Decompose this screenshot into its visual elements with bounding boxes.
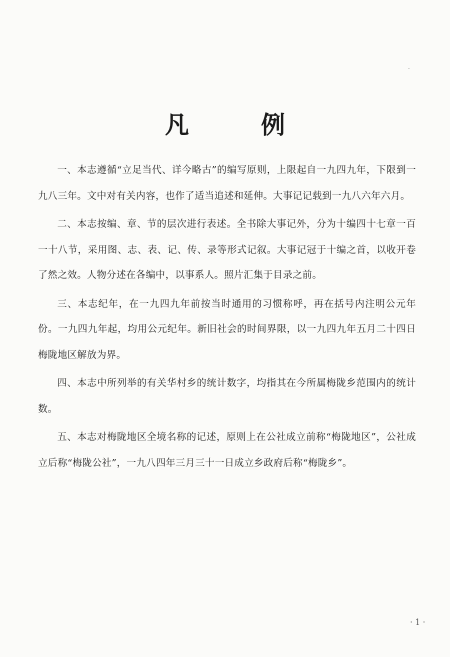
paragraph-3: 三、本志纪年，在一九四九年前按当时通用的习惯称呼，再在括号内注明公元年份。一九四九年起，均用公元纪年。新旧社会的时间界限，以一九四九年五月二十四日梅陇地区解放为界。 — [38, 298, 416, 361]
paragraph-1: 一、本志遵循“立足当代、详今略古”的编写原则，上限起自一九四九年，下限到一九八三年。文中对有关内容，也作了适当追述和延伸。大事记记载到一九八六年六月。 — [38, 165, 416, 202]
page-number: · 1 · — [410, 618, 426, 627]
scan-mark: · — [408, 66, 410, 73]
paragraph-2: 二、本志按编、章、节的层次进行表述。全书除大事记外，分为十编四十七章一百一十八节，采用图、志、表、记、传、录等形式记叙。大事记冠于十编之首，以收开卷了然之效。人物分述在各编中，以事系人。照片汇集于目录之前。 — [38, 219, 416, 281]
paragraph-4: 四、本志中所列举的有关华村乡的统计数字，均指其在今所属梅陇乡范围内的统计数。 — [38, 378, 416, 415]
body-text — [38, 158, 416, 479]
page-title: 凡 例 — [165, 110, 309, 139]
paragraph-5: 五、本志对梅陇地区全境名称的记述，原则上在公社成立前称“梅陇地区”，公社成立后称“梅陇公社”，一九八四年三月三十一日成立乡政府后称“梅陇乡”。 — [38, 432, 416, 469]
